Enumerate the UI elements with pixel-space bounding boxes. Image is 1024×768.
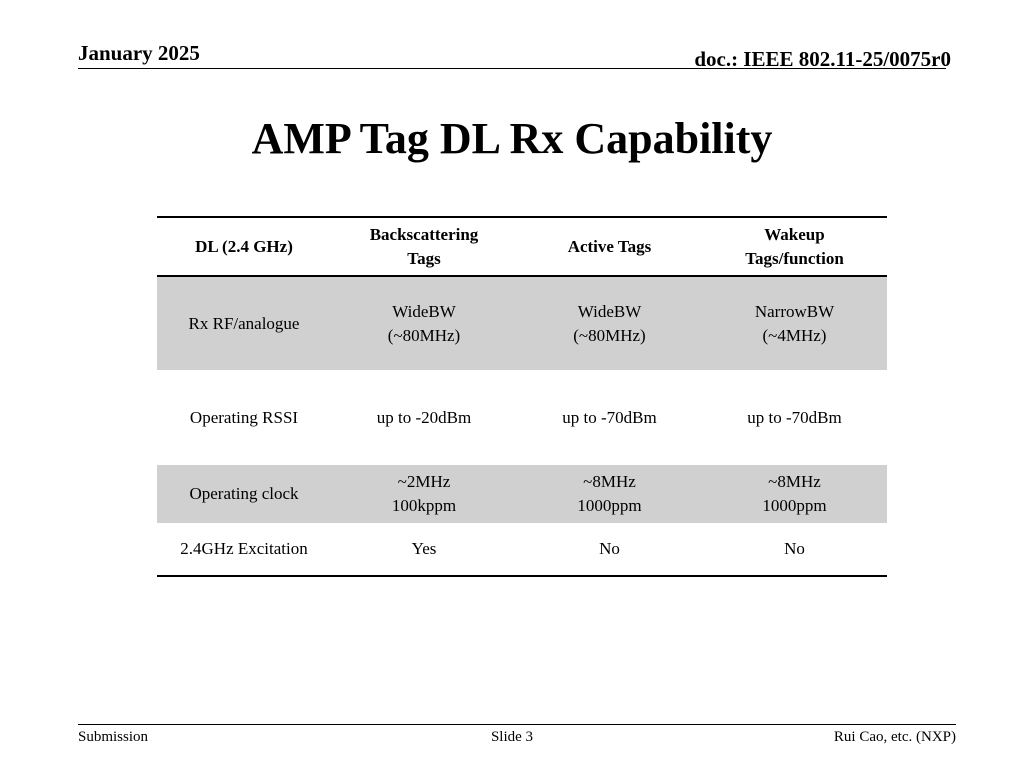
header-date: January 2025 — [78, 41, 200, 65]
header-cell-wakeup — [702, 217, 887, 276]
row-label: Rx RF/analogue — [188, 313, 300, 333]
table-cell — [702, 276, 887, 370]
cell-text: WideBW — [392, 301, 456, 321]
footer-divider — [78, 724, 956, 725]
cell-text: WideBW — [577, 301, 642, 321]
table-row-operating-rssi — [157, 370, 887, 465]
table-cell — [517, 523, 702, 576]
table-cell — [702, 523, 887, 576]
header-cell-text: DL (2.4 GHz) — [195, 236, 293, 256]
header-cell-text: Active Tags — [567, 236, 652, 256]
header-divider — [78, 68, 946, 69]
cell-text: up to -70dBm — [562, 407, 657, 427]
cell-text: ~8MHz — [583, 472, 636, 491]
cell-text: No — [784, 539, 805, 558]
header-cell-dl — [157, 217, 331, 276]
table-row-rx-rf — [157, 276, 887, 370]
table-cell — [517, 276, 702, 370]
table-cell — [331, 370, 517, 465]
table-cell — [517, 465, 702, 523]
cell-text: NarrowBW — [754, 301, 835, 321]
header-doc-id: doc.: IEEE 802.11-25/0075r0 — [694, 47, 951, 71]
table-cell — [702, 465, 887, 523]
cell-text: ~8MHz — [768, 472, 821, 491]
table-cell — [331, 276, 517, 370]
cell-text: 100kppm — [391, 496, 457, 515]
cell-text: No — [599, 539, 620, 558]
footer-author: Rui Cao, etc. (NXP) — [833, 729, 956, 745]
table-cell — [331, 465, 517, 523]
cell-text: ~2MHz — [397, 472, 451, 491]
row-label: Operating clock — [189, 484, 299, 503]
footer-slide-number: Slide 3 — [490, 729, 534, 745]
cell-text: (~80MHz) — [573, 325, 646, 345]
row-label: Operating RSSI — [189, 407, 299, 427]
table-row-excitation — [157, 523, 887, 576]
cell-text: (~80MHz) — [387, 325, 461, 345]
header-cell-active — [517, 217, 702, 276]
cell-text: up to -70dBm — [747, 407, 842, 427]
header-cell-backscattering — [331, 217, 517, 276]
capability-table — [157, 216, 887, 577]
footer-submission: Submission — [78, 729, 149, 745]
slide-title: AMP Tag DL Rx Capability — [251, 114, 773, 163]
table-row-operating-clock — [157, 465, 887, 523]
cell-text: Yes — [411, 539, 437, 558]
cell-text: 1000ppm — [577, 496, 642, 515]
table-cell — [331, 523, 517, 576]
table-header-row — [157, 217, 887, 276]
cell-text: 1000ppm — [762, 496, 827, 515]
header-cell-text: Backscattering — [369, 224, 479, 244]
table-cell — [702, 370, 887, 465]
header-cell-text: Tags/function — [745, 248, 844, 268]
capability-table-container — [157, 216, 887, 577]
cell-text: up to -20dBm — [376, 407, 472, 427]
table-cell — [517, 370, 702, 465]
header-cell-text: Tags — [407, 248, 441, 268]
row-label: 2.4GHz Excitation — [180, 539, 308, 558]
header-cell-text: Wakeup — [764, 224, 825, 244]
cell-text: (~4MHz) — [762, 325, 827, 345]
